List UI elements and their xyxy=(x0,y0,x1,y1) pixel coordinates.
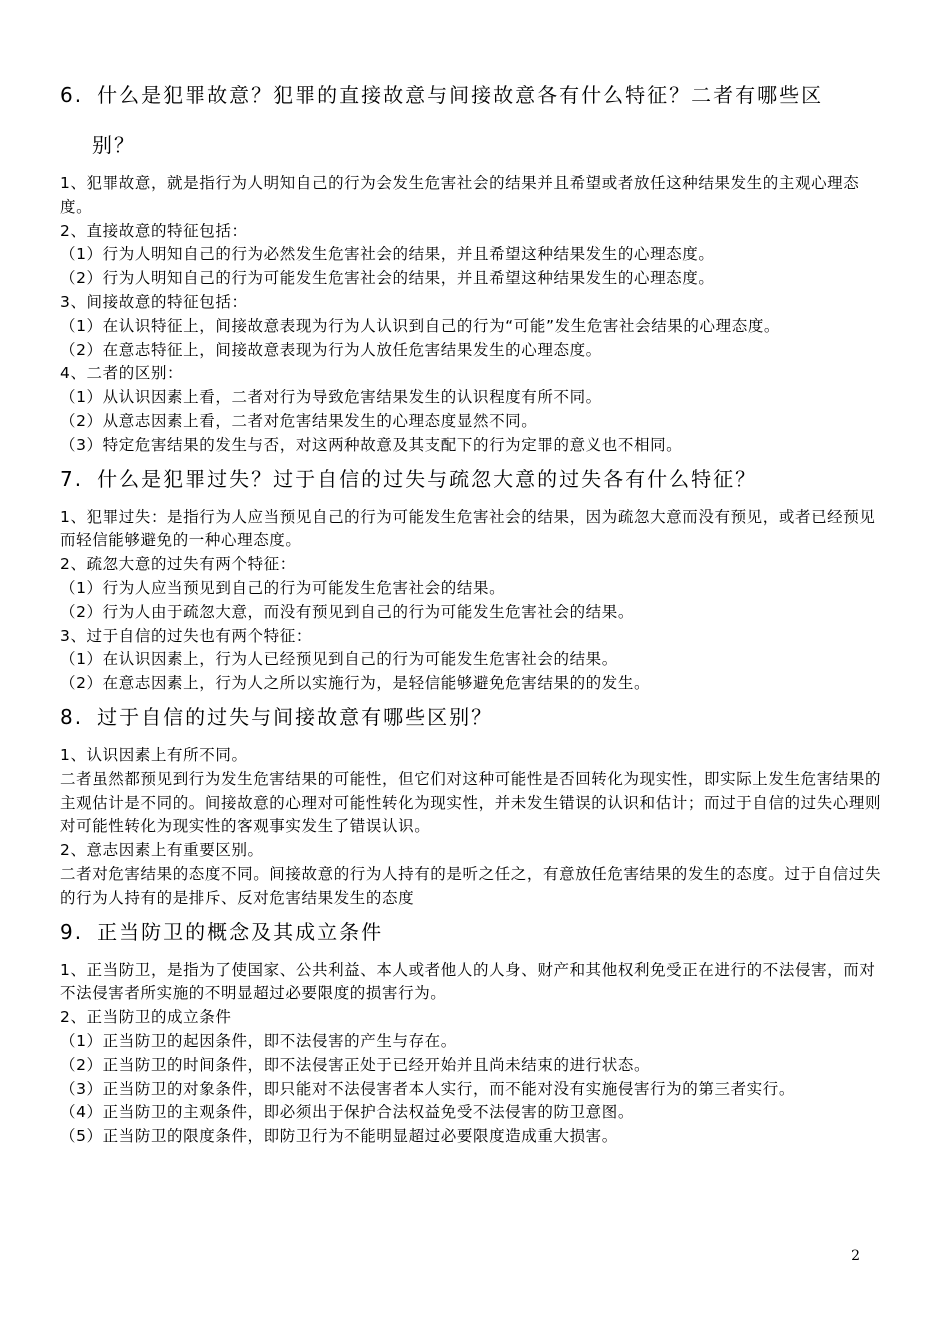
question-9-number: 9. xyxy=(60,919,84,944)
q6-paragraph: （3）特定危害结果的发生与否，对这两种故意及其支配下的行为定罪的意义也不相同。 xyxy=(60,435,683,454)
q7-paragraph: 3、过于自信的过失也有两个特征： xyxy=(60,626,312,645)
question-9 xyxy=(60,917,890,1149)
question-8-title xyxy=(60,702,890,732)
q6-paragraph: （2）在意志特征上，间接故意表现为行为人放任危害结果发生的心理态度。 xyxy=(60,340,602,359)
document-content xyxy=(60,80,890,1155)
q9-paragraph: 1、正当防卫，是指为了使国家、公共利益、本人或者他人的人身、财产和其他权利免受正在进行的不法侵害，而对不法侵害者所实施的不明显超过必要限度的损害行为。 xyxy=(60,960,876,1003)
q6-paragraph: （1）从认识因素上看，二者对行为导致危害结果发生的认识程度有所不同。 xyxy=(60,388,602,407)
q7-paragraph: （1）行为人应当预见到自己的行为可能发生危害社会的结果。 xyxy=(60,578,506,597)
q9-paragraph: （3）正当防卫的对象条件，即只能对不法侵害者本人实行，而不能对没有实施侵害行为的第三者实行。 xyxy=(60,1079,795,1098)
q6-paragraph: 1、犯罪故意，就是指行为人明知自己的行为会发生危害社会的结果并且希望或者放任这种结果发生的主观心理态度。 xyxy=(60,174,860,216)
question-7-title xyxy=(60,464,890,494)
question-7-number: 7. xyxy=(60,466,84,491)
question-8-title-text: 过于自信的过失与间接故意有哪些区别？ xyxy=(97,704,494,729)
page-number: 2 xyxy=(851,1248,860,1264)
question-6-title xyxy=(60,80,890,110)
question-9-title xyxy=(60,917,890,947)
question-6-title-line2: 别？ xyxy=(92,133,136,157)
q6-paragraph: （2）从意志因素上看，二者对危害结果发生的心理态度显然不同。 xyxy=(60,411,538,430)
q9-paragraph: （4）正当防卫的主观条件，即必须出于保护合法权益免受不法侵害的防卫意图。 xyxy=(60,1103,634,1122)
q6-paragraph: （2）行为人明知自己的行为可能发生危害社会的结果，并且希望这种结果发生的心理态度。 xyxy=(60,269,715,288)
q9-paragraph: （2）正当防卫的时间条件，即不法侵害正处于已经开始并且尚未结束的进行状态。 xyxy=(60,1055,651,1074)
q7-paragraph: （1）在认识因素上，行为人已经预见到自己的行为可能发生危害社会的结果。 xyxy=(60,650,618,669)
q8-paragraph: 2、意志因素上有重要区别。 xyxy=(60,841,264,860)
q6-paragraph: 2、直接故意的特征包括： xyxy=(60,221,248,240)
q6-paragraph: （1）行为人明知自己的行为必然发生危害社会的结果，并且希望这种结果发生的心理态度。 xyxy=(60,245,715,264)
question-8 xyxy=(60,702,890,911)
q6-paragraph: 4、二者的区别： xyxy=(60,364,184,383)
question-6-title-line1: 什么是犯罪故意？犯罪的直接故意与间接故意各有什么特征？二者有哪些区 xyxy=(97,83,824,107)
q8-paragraph: 1、认识因素上有所不同。 xyxy=(60,745,248,764)
q8-paragraph: 二者对危害结果的态度不同。间接故意的行为人持有的是听之任之，有意放任危害结果的发生的态度。过于自信过失的行为人持有的是排斥、反对危害结果发生的态度 xyxy=(60,864,882,907)
question-7 xyxy=(60,464,890,696)
question-8-number: 8. xyxy=(60,704,84,729)
q7-paragraph: 1、犯罪过失：是指行为人应当预见自己的行为可能发生危害社会的结果，因为疏忽大意而没有预见，或者已经预见而轻信能够避免的一种心理态度。 xyxy=(60,507,876,550)
q6-paragraph: 3、间接故意的特征包括： xyxy=(60,292,248,311)
question-9-title-text: 正当防卫的概念及其成立条件 xyxy=(97,919,384,944)
q8-paragraph: 二者虽然都预见到行为发生危害结果的可能性，但它们对这种可能性是否回转化为现实性，即实际上发生危害结果的主观估计是不同的。间接故意的心理对可能性转化为现实性，并未发生错误的认识和估计；而过于自信的过失心理则对可能性转化为现实性的客观事实发生了错误认识。 xyxy=(60,769,882,836)
q9-paragraph: 2、正当防卫的成立条件 xyxy=(60,1008,232,1027)
question-6 xyxy=(60,80,890,458)
q9-paragraph: （1）正当防卫的起因条件，即不法侵害的产生与存在。 xyxy=(60,1031,457,1050)
q7-paragraph: （2）在意志因素上，行为人之所以实施行为，是轻信能够避免危害结果的的发生。 xyxy=(60,674,651,693)
q6-paragraph: （1）在认识特征上，间接故意表现为行为人认识到自己的行为“可能”发生危害社会结果的心理态度。 xyxy=(60,316,781,335)
question-7-title-text: 什么是犯罪过失？过于自信的过失与疏忽大意的过失各有什么特征？ xyxy=(97,466,758,491)
q7-paragraph: 2、疏忽大意的过失有两个特征： xyxy=(60,555,296,574)
q7-paragraph: （2）行为人由于疏忽大意，而没有预见到自己的行为可能发生危害社会的结果。 xyxy=(60,602,634,621)
q9-paragraph: （5）正当防卫的限度条件，即防卫行为不能明显超过必要限度造成重大损害。 xyxy=(60,1127,618,1146)
question-6-number: 6. xyxy=(60,83,84,107)
